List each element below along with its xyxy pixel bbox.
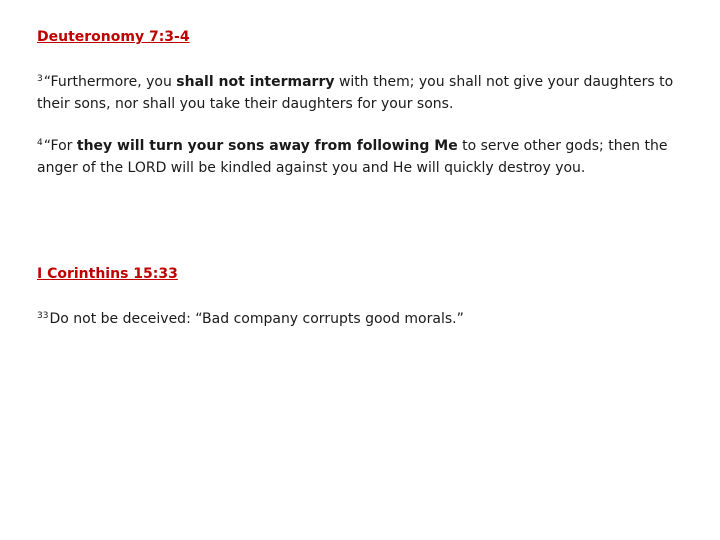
corinthians-reference-heading: I Corinthins 15:33 — [37, 266, 178, 282]
deuteronomy-verse-3 — [37, 71, 697, 115]
verse-number-3: 3 — [37, 74, 43, 84]
verse-33-text: Do not be deceived: “Bad company corrupts good morals.” — [49, 311, 464, 327]
verse-number-4: 4 — [37, 138, 43, 148]
verse-4-text-end: to serve other gods; then the anger of the LORD will be kindled against you and He will quickly destroy you. — [37, 138, 668, 176]
verse-number-33: 33 — [37, 311, 49, 321]
verse-4-text-start: “For — [43, 138, 77, 154]
deuteronomy-reference-heading: Deuteronomy 7:3-4 — [37, 29, 190, 45]
verse-3-text-end: with them; you shall not give your daughters to their sons, nor shall you take their daughters for your sons. — [37, 74, 674, 112]
verse-3-emphasis: shall not intermarry — [176, 74, 335, 90]
verse-4-emphasis: they will turn your sons away from following Me — [76, 138, 458, 154]
deuteronomy-verse-4 — [37, 135, 697, 179]
verse-3-text-start: “Furthermore, you — [43, 74, 177, 90]
corinthians-verse-33 — [37, 308, 697, 330]
